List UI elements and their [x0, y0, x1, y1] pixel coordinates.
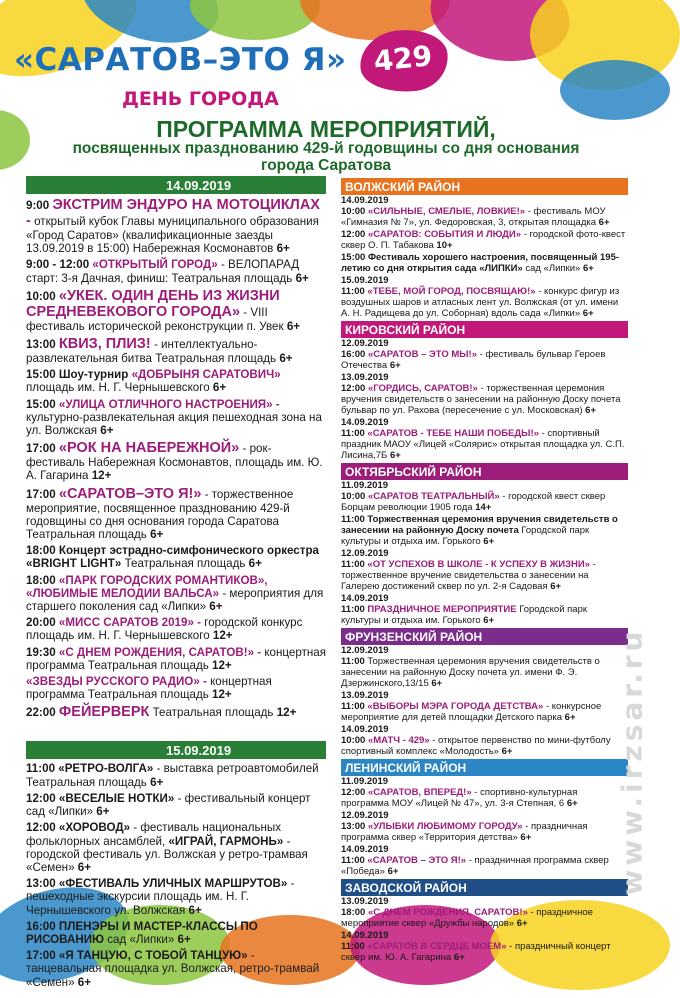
event-item: 22:00 ФЕЙЕРВЕРК Театральная площадь 12+: [26, 704, 297, 721]
event-item: 20:00 «МИСС САРАТОВ 2019» - городской конкурс площадь им. Н. Г. Чернышевского 12+: [26, 616, 303, 643]
district-event: 13.09.2019 18:00 «С ДНЕМ РОЖДЕНИЯ, САРАТОВ!» - праздничное мероприятие сквер «Дружбы народов» 6+: [341, 896, 593, 929]
district-event: 14.09.2019 11:00 «САРАТОВ – ЭТО Я!» - праздничная программа сквер «Победа» 6+: [341, 844, 609, 877]
event-item: 10:00 «УКЕК. ОДИН ДЕНЬ ИЗ ЖИЗНИ СРЕДНЕВЕКОВОГО ГОРОДА» - VIII фестиваль исторической реконструкции п. Увек 6+: [26, 287, 301, 333]
district-lenin-header: ЛЕНИНСКИЙ РАЙОН: [341, 759, 628, 776]
event-item: «ЗВЕЗДЫ РУССКОГО РАДИО» - концертная программа Театральная площадь 12+: [26, 675, 272, 702]
event-item: 9:00 ЭКСТРИМ ЭНДУРО НА МОТОЦИКЛАХ - открытый кубок Главы муниципального образования «Город Саратов» (квалификационные заезды 13.09.2019 в 15:00) Набережная Космонавтов 6+: [26, 197, 320, 256]
district-event: 14.09.2019 11:00 «САРАТОВ В СЕРДЦЕ МОЕМ» - праздничный концерт сквер им. Ю. А. Гагарина 6+: [341, 930, 611, 963]
district-event: 11.09.2019 10:00 «САРАТОВ ТЕАТРАЛЬНЫЙ» - городской квест сквер Борцам революции 1905 года 14+: [341, 480, 606, 513]
event-item: 19:30 «С ДНЕМ РОЖДЕНИЯ, САРАТОВ!» - концертная программа Театральная площадь 12+: [26, 645, 327, 672]
district-event: 11:00 Торжественная церемония вручения свидетельств о занесении на районную Доску почета Городской парк культуры и отдыха им. Горького 6+: [341, 514, 618, 547]
event-title: «САРАТОВ–ЭТО Я»: [14, 42, 347, 78]
date-bar-15: 15.09.2019: [26, 741, 326, 759]
district-event: 12:00 «САРАТОВ: СОБЫТИЯ И ЛЮДИ» - городской фото-квест сквер О. П. Табакова 10+: [341, 229, 626, 251]
event-subtitle: ДЕНЬ ГОРОДА: [122, 88, 279, 110]
event-item: 15:00 Шоу-турнир «ДОБРЫНЯ САРАТОВИЧ» площадь им. Н. Г. Чернышевского 6+: [26, 368, 281, 395]
event-item: 17:00 «РОК НА НАБЕРЕЖНОЙ» - рок-фестиваль Набережная Космонавтов, площадь им. Ю. А. Гагарина 12+: [26, 440, 323, 483]
districts-column: [341, 176, 628, 963]
district-event: 15.09.2019 11:00 «ТЕБЕ, МОЙ ГОРОД, ПОСВЯЩАЮ!» - конкурс фигур из воздушных шаров и атласных лент ул. Волжская (от ул. имени А. Н. Радищева до ул. Соборная) вдоль сада «Липки» 6+: [341, 275, 620, 319]
program-title: ПРОГРАММА МЕРОПРИЯТИЙ,: [156, 116, 496, 142]
district-event: 14.09.2019 10:00 «МАТЧ - 429» - открытое первенство по мини-футболу спортивный комплекс «Молодость» 6+: [341, 724, 611, 757]
event-item: 11:00 «РЕТРО-ВОЛГА» - выставка ретроавтомобилей Театральная площадь 6+: [26, 762, 319, 789]
district-zavod-header: ЗАВОДСКОЙ РАЙОН: [341, 879, 628, 896]
district-kirov-header: КИРОВСКИЙ РАЙОН: [341, 321, 628, 338]
district-event: 15:00 Фестиваль хорошего настроения, посвященный 195-летию со дня открытия сада «ЛИПКИ» сад «Липки» 6+: [341, 252, 620, 274]
event-item: 16:00 ПЛЕНЭРЫ И МАСТЕР-КЛАССЫ ПО РИСОВАНИЮ сад «Липки» 6+: [26, 919, 258, 946]
event-item: 13:00 КВИЗ, ПЛИЗ! - интеллектуально-развлекательная битва Театральная площадь 6+: [26, 336, 293, 366]
event-item: 18:00 «ПАРК ГОРОДСКИХ РОМАНТИКОВ», «ЛЮБИМЫЕ МЕЛОДИИ ВАЛЬСА» - мероприятия для старшего поколения сад «Липки» 6+: [26, 573, 324, 614]
site-watermark: [612, 595, 649, 920]
district-event: 13.09.2019 12:00 «ГОРДИСЬ, САРАТОВ!» - торжественная церемония вручения свидетельств о занесении на районную Доску почета бульвар по ул. Рахова (пересечение с ул. Московская) 6+: [341, 372, 621, 416]
district-event: 14.09.2019 11:00 «САРАТОВ - ТЕБЕ НАШИ ПОБЕДЫ!» - спортивный праздник МАОУ «Лицей «Солярис» открытая площадка ул. С.П. Лисина,7Б 6+: [341, 417, 625, 461]
district-event: 14.09.2019 11:00 ПРАЗДНИЧНОЕ МЕРОПРИЯТИЕ Городской парк культуры и отдыха им. Горького 6+: [341, 593, 588, 626]
event-item: 18:00 Концерт эстрадно-симфонического оркестра «BRIGHT LIGHT» Театральная площадь 6+: [26, 544, 319, 571]
district-event: 12.09.2019 13:00 «УЛЫБКИ ЛЮБИМОМУ ГОРОДУ» - праздничная программа сквер «Территория детства» 6+: [341, 810, 588, 843]
district-october-header: ОКТЯБРЬСКИЙ РАЙОН: [341, 463, 628, 480]
district-event: 12.09.2019 11:00 Торжественная церемония вручения свидетельств о занесении на районную Доску почета ул. имени Ф. Э. Дзержинского,13/15 6+: [341, 645, 600, 689]
event-item: 12:00 «ВЕСЕЛЫЕ НОТКИ» - фестивальный концерт сад «Липки» 6+: [26, 791, 311, 819]
district-event: 11.09.2019 12:00 «САРАТОВ, ВПЕРЕД!» - спортивно-культурная программа МОУ «Лицей № 47», ул. 3-я Степная, 6 6+: [341, 776, 578, 809]
district-event: 12.09.2019 11:00 «ОТ УСПЕХОВ В ШКОЛЕ - К УСПЕХУ В ЖИЗНИ» - торжественное вручение свидетельства о занесении на Галерею достижений сквер по ул. 2-я Садовая 6+: [341, 548, 596, 592]
event-item: 15:00 «УЛИЦА ОТЛИЧНОГО НАСТРОЕНИЯ» - культурно-развлекательная акция пешеходная зона на ул. Волжская 6+: [26, 397, 322, 438]
district-event: 14.09.2019 10:00 «СИЛЬНЫЕ, СМЕЛЫЕ, ЛОВКИЕ!» - фестиваль МОУ «Гимназия № 7», ул. Федоровская, 3, открытая площадка 6+: [341, 195, 610, 228]
district-volga-header: ВОЛЖСКИЙ РАЙОН: [341, 178, 628, 195]
district-event: 12.09.2019 16:00 «САРАТОВ – ЭТО МЫ!» - фестиваль бульвар Героев Отечества 6+: [341, 338, 606, 371]
date-bar-14: 14.09.2019: [26, 176, 326, 194]
event-item: 12:00 «ХОРОВОД» - фестиваль национальных фольклорных ансамблей, «ИГРАЙ, ГАРМОНЬ» - городской фестиваль ул. Волжская у ретро-трамвая «Семен» 6+: [26, 821, 308, 874]
watermark-text: www.irzsar.ru: [615, 627, 649, 896]
program-subtitle: [0, 140, 652, 174]
badge-number: 429: [372, 39, 434, 79]
splash-blue-2: [560, 60, 670, 120]
event-item: 17:00 «САРАТОВ–ЭТО Я!» - торжественное мероприятие, посвященное празднованию 429-й годовщины со дня основания города Саратова Театральная площадь 6+: [26, 485, 294, 542]
city-program-column: [26, 176, 327, 989]
event-item: 13:00 «ФЕСТИВАЛЬ УЛИЧНЫХ МАРШРУТОВ» - пешеходные экскурсии площадь им. Н. Г. Чернышевского ул. Волжская 6+: [26, 877, 295, 917]
district-frunze-header: ФРУНЗЕНСКИЙ РАЙОН: [341, 628, 628, 645]
program-subtitle-line2: города Саратова: [260, 157, 392, 174]
event-item: 17:00 «Я ТАНЦУЮ, С ТОБОЙ ТАНЦУЮ» - танцевальная площадка ул. Волжская, ретро-трамвай «Семен» 6+: [26, 949, 320, 989]
district-event: 13.09.2019 11:00 «ВЫБОРЫ МЭРА ГОРОДА ДЕТСТВА» - конкурсное мероприятие для детей площадки Детского парка 6+: [341, 690, 602, 723]
event-item: 9:00 - 12:00 «ОТКРЫТЫЙ ГОРОД» - ВЕЛОПАРАД старт: 3-я Дачная, финиш: Театральная площадь 6+: [26, 258, 309, 285]
program-subtitle-line1: посвященных празднованию 429-й годовщины со дня основания: [72, 140, 580, 157]
